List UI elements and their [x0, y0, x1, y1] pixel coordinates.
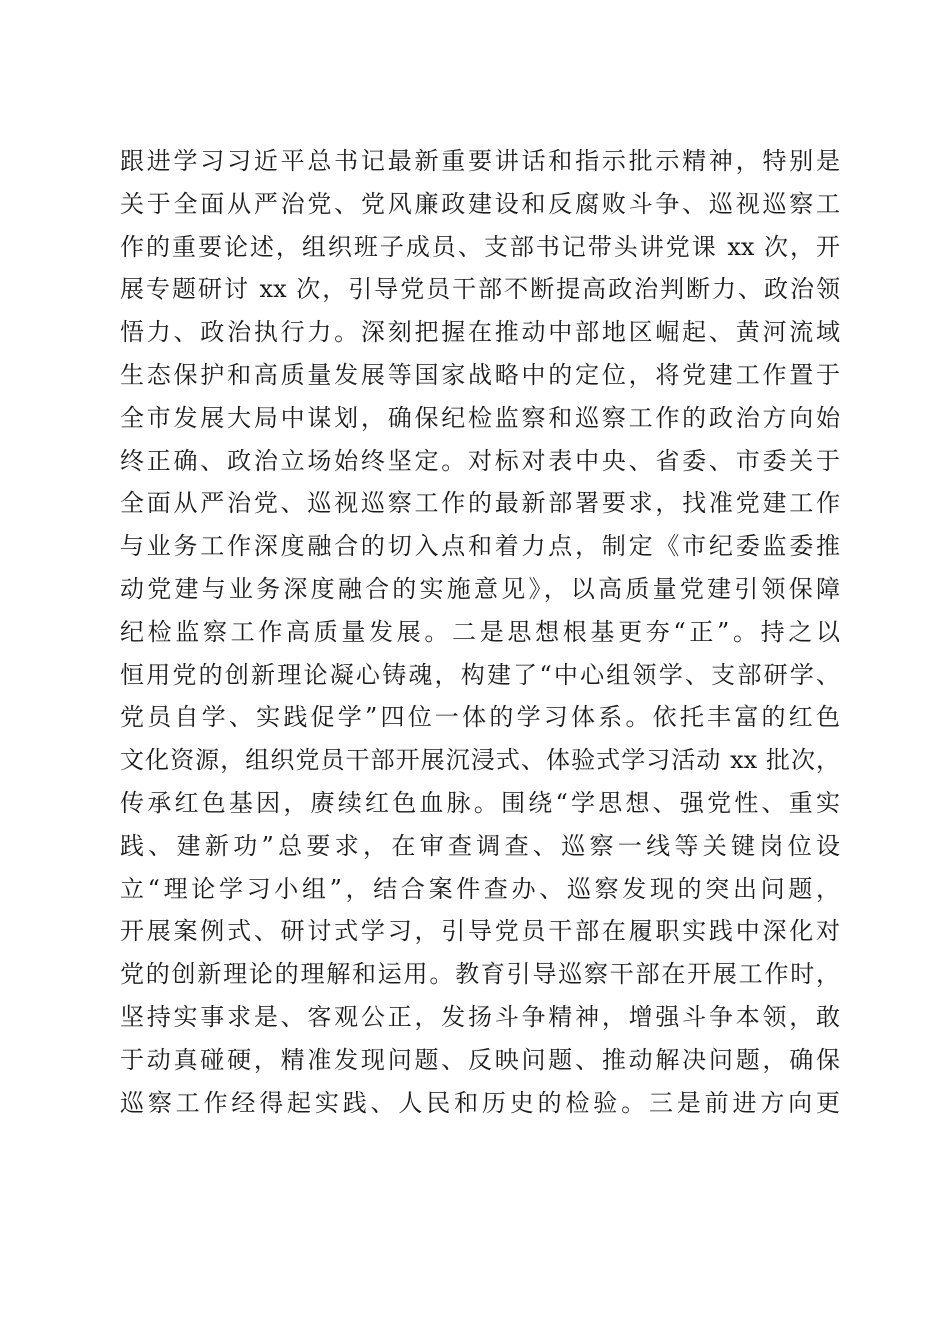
text-line: 展专题研讨 xx 次，引导党员干部不断提高政治判断力、政治领 [120, 275, 840, 304]
text-line: 开展案例式、研讨式学习，引导党员干部在履职实践中深化对 [120, 917, 840, 946]
text-line: 巡察工作经得起实践、人民和历史的检验。三是前进方向更 [120, 1088, 840, 1117]
text-line: 传承红色基因，赓续红色血脉。围绕“学思想、强党性、重实 [120, 788, 840, 817]
text-line: 终正确、政治立场始终坚定。对标对表中央、省委、市委关于 [120, 446, 840, 475]
text-line: 全市发展大局中谋划，确保纪检监察和巡察工作的政治方向始 [120, 403, 840, 432]
text-line: 立“理论学习小组”，结合案件查办、巡察发现的突出问题， [120, 874, 840, 903]
text-line: 恒用党的创新理论凝心铸魂，构建了“中心组领学、支部研学、 [120, 660, 840, 689]
text-line: 关于全面从严治党、党风廉政建设和反腐败斗争、巡视巡察工 [120, 189, 840, 218]
text-line: 纪检监察工作高质量发展。二是思想根基更夯“正”。持之以 [120, 617, 840, 646]
text-line: 作的重要论述，组织班子成员、支部书记带头讲党课 xx 次，开 [120, 232, 840, 261]
text-line: 党员自学、实践促学”四位一体的学习体系。依托丰富的红色 [120, 703, 840, 732]
text-line: 跟进学习习近平总书记最新重要讲话和指示批示精神，特别是 [120, 147, 840, 175]
body-text [120, 140, 840, 1124]
text-line: 全面从严治党、巡视巡察工作的最新部署要求，找准党建工作 [120, 489, 840, 518]
text-line: 党的创新理论的理解和运用。教育引导巡察干部在开展工作时， [120, 960, 840, 989]
text-line: 于动真碰硬，精准发现问题、反映问题、推动解决问题，确保 [120, 1045, 840, 1074]
text-line: 与业务工作深度融合的切入点和着力点，制定《市纪委监委推 [120, 532, 840, 561]
text-line: 悟力、政治执行力。深刻把握在推动中部地区崛起、黄河流域 [120, 318, 840, 347]
text-line: 生态保护和高质量发展等国家战略中的定位，将党建工作置于 [120, 360, 840, 389]
text-line: 动党建与业务深度融合的实施意见》，以高质量党建引领保障 [120, 574, 840, 603]
text-line: 文化资源，组织党员干部开展沉浸式、体验式学习活动 xx 批次， [120, 746, 840, 775]
text-line: 坚持实事求是、客观公正，发扬斗争精神，增强斗争本领，敢 [120, 1002, 840, 1031]
text-line: 践、建新功”总要求，在审查调查、巡察一线等关键岗位设 [120, 831, 840, 860]
